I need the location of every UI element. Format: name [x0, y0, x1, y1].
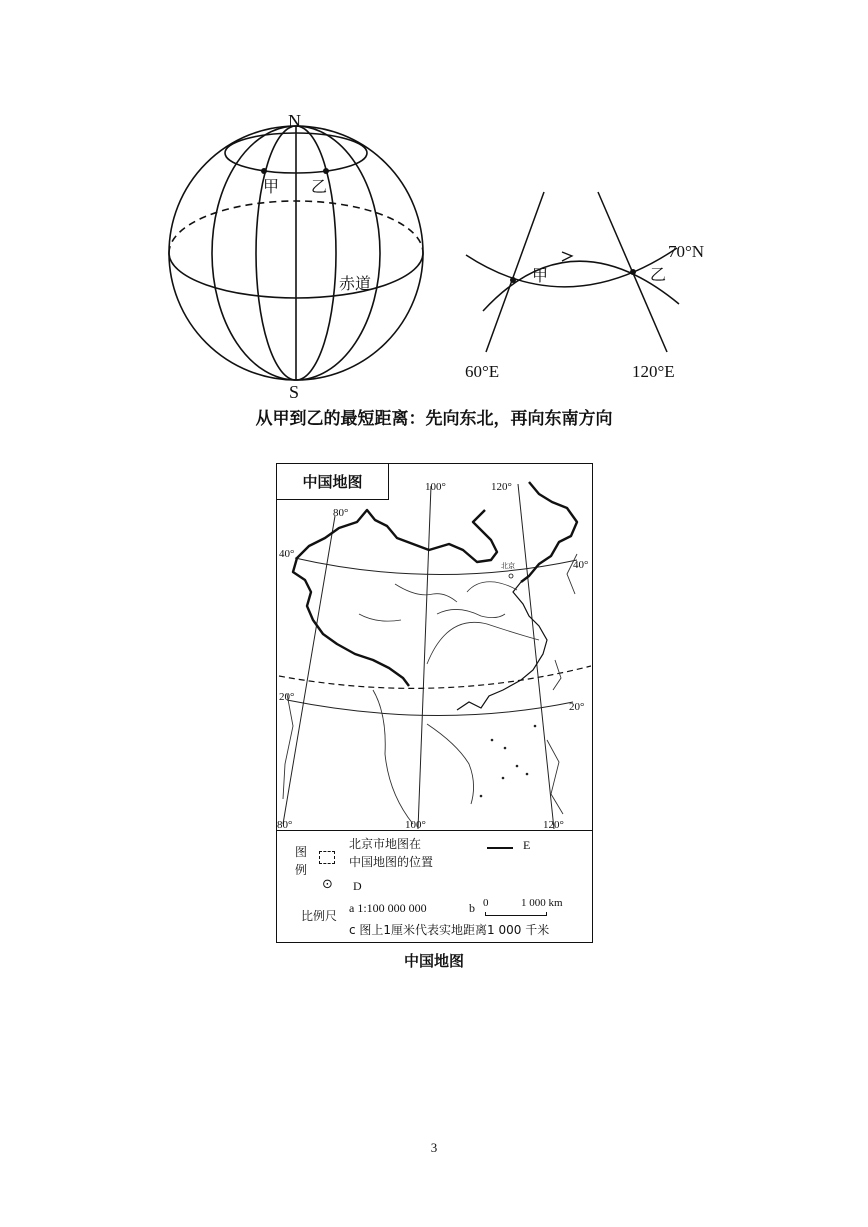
caption-route: 从甲到乙的最短距离：先向东北，再向东南方向 — [255, 409, 613, 429]
north-label: N — [288, 111, 301, 131]
dashed-box-text-2: 中国地图的位置 — [349, 855, 434, 869]
china-coast — [457, 582, 547, 710]
south-label: S — [289, 382, 300, 402]
globe-point-b-label: 乙 — [311, 177, 328, 196]
globe-point-a-label: 甲 — [263, 177, 280, 196]
lon-label-bottom-120: 120° — [543, 819, 564, 830]
page-number: 3 — [430, 1140, 438, 1155]
meridian-120 — [518, 484, 554, 829]
scale-b-prefix: b — [469, 901, 475, 915]
scale-bar — [485, 912, 547, 916]
lat-label-left-40: 40° — [279, 548, 295, 560]
lat-label-right-20: 20° — [569, 701, 585, 713]
meridian-120e-label: 120°E — [632, 362, 675, 381]
parallel-70n-label: 70°N — [668, 242, 705, 261]
route-diagram — [466, 192, 679, 352]
point-label-d: D — [353, 879, 362, 893]
scale-c: c 图上1厘米代表实地距离1 000 千米 — [349, 923, 550, 937]
line-label-e: E — [523, 838, 531, 852]
beijing-label: 北京 — [501, 562, 515, 570]
line-symbol-e — [487, 847, 513, 849]
lon-label-bottom-100: 100° — [405, 819, 426, 830]
point-a-dot — [261, 168, 267, 174]
lon-label-top-80: 80° — [333, 507, 349, 519]
china-map-graphic — [277, 464, 591, 830]
legend-heading-1: 图 — [295, 845, 308, 859]
lat-label-right-40: 40° — [573, 559, 589, 571]
tropic-dashed — [279, 666, 591, 688]
scale-heading: 比例尺 — [301, 909, 338, 923]
globe-diagram — [169, 126, 423, 380]
route-arrow — [562, 252, 572, 261]
map-legend — [277, 830, 592, 942]
dashed-box-text-1: 北京市地图在 — [349, 837, 422, 851]
scale-a: a 1:100 000 000 — [349, 901, 427, 915]
figure-globe-route — [0, 0, 868, 420]
route-point-b-dot — [630, 269, 636, 275]
route-point-a-dot — [510, 277, 516, 283]
caption-china-map: 中国地图 — [403, 952, 464, 970]
lon-label-bottom-80: 80° — [277, 819, 293, 830]
equator-label: 赤道 — [339, 274, 372, 293]
china-map-frame — [276, 463, 593, 943]
meridian-80 — [283, 516, 335, 824]
parallel-20 — [287, 700, 573, 716]
point-symbol-d: ⊙ — [322, 877, 333, 892]
route-point-b-label: 乙 — [650, 265, 667, 284]
lon-label-top-120: 120° — [491, 481, 512, 493]
beijing-marker — [509, 574, 513, 578]
route-point-a-label: 甲 — [532, 266, 549, 285]
lat-label-left-20: 20° — [279, 691, 295, 703]
meridian-100 — [418, 486, 431, 829]
parallel-40 — [295, 558, 577, 575]
scale-b-zero: 0 — [483, 897, 489, 909]
dashed-box-symbol — [319, 851, 335, 864]
meridian-60e-label: 60°E — [465, 362, 500, 381]
map-title: 中国地图 — [277, 464, 389, 500]
scale-b-value: 1 000 km — [521, 897, 563, 909]
lon-label-top-100: 100° — [425, 481, 446, 493]
point-b-dot — [323, 168, 329, 174]
legend-heading-2: 例 — [295, 863, 308, 877]
